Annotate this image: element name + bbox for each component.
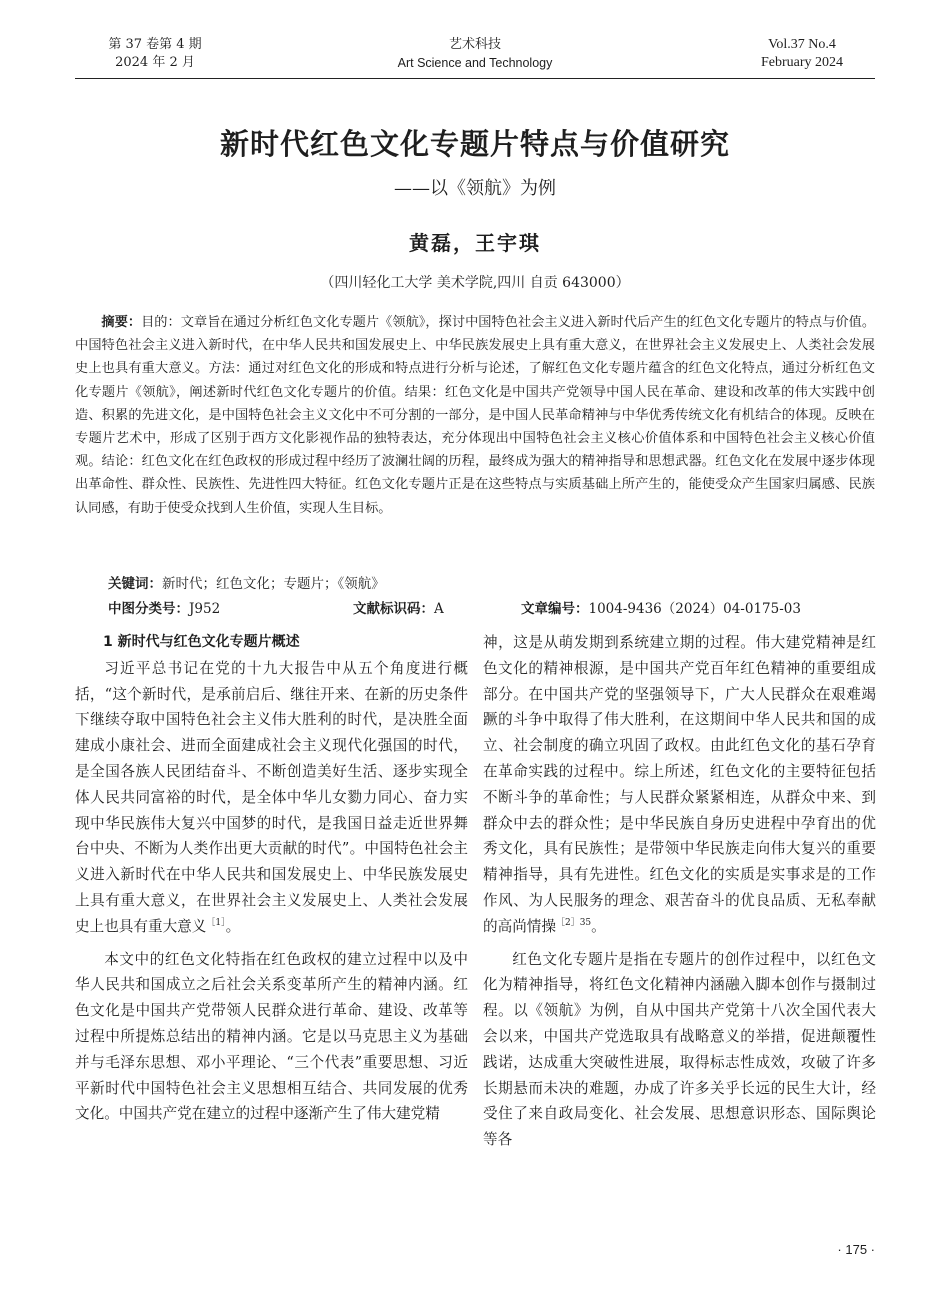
paragraph-continued	[483, 630, 876, 940]
paragraph-end: 。	[225, 917, 241, 935]
body-column-right	[483, 630, 876, 1153]
paragraph-text: 习近平总书记在党的十九大报告中从五个角度进行概括，“这个新时代，是承前启后、继往开来、在新的历史条件下继续夺取中国特色社会主义伟大胜利的时代，是决胜全面建成小康社会、进而全面建成社会主义现代化强国的时代，是全国各族人民团结奋斗、不断创造美好生活、逐步实现全体人民共同富裕的时代，是全体中华儿女勠力同心、奋力实现中华民族伟大复兴中国梦的时代，是我国日益走近世界舞台中央、不断为人类作出更大贡献的时代”。中国特色社会主义进入新时代在中华人民共和国发展史上、中华民族发展史上具有重大意义，在世界社会主义发展史上、人类社会发展史上也具有重大意义	[75, 659, 468, 935]
journal-name-cn: 艺术科技	[448, 37, 501, 52]
paragraph-text: 神，这是从萌发期到系统建立期的过程。伟大建党精神是红色文化的精神根源，是中国共产党百年红色精神的重要组成部分。在中国共产党的坚强领导下，广大人民群众在艰难竭蹶的斗争中取得了伟大胜利，在这期间中华人民共和国的成立、社会制度的确立巩固了政权。由此红色文化的基石孕育在革命实践的过程中。综上所述，红色文化的主要特征包括不断斗争的革命性；与人民群众紧紧相连，从群众中来、到群众中去的群众性；是中华民族自身历史进程中孕育出的优秀文化，具有民族性；是带领中华民族走向伟大复兴的重要精神指导，具有先进性。红色文化的实质是实事求是的工作作风、为人民服务的理念、艰苦奋斗的优良品质、无私奉献的高尚情操	[483, 634, 876, 935]
keywords	[108, 573, 868, 595]
paragraph: 红色文化专题片是指在专题片的创作过程中，以红色文化为精神指导，将红色文化精神内涵融入脚本创作与摄制过程。以《领航》为例，自从中国共产党第十八次全国代表大会以来，中国共产党选取具有战略意义的举措，促进颠覆性践诺，达成重大突破性进展，取得标志性成效，攻破了许多长期悬而未决的难题，办成了许多关乎长远的民生大计，经受住了来自政局变化、社会发展、思想意识形态、国际舆论等各	[483, 950, 876, 1149]
clc-number	[108, 598, 220, 620]
journal-name-en: Art Science and Technology	[397, 56, 553, 70]
page-number: · 175 ·	[837, 1242, 875, 1257]
header-volume-issue: 第 37 卷第 4 期	[108, 37, 202, 52]
article-number-value: 1004-9436（2024）04-0175-03	[588, 601, 801, 617]
keywords-text: 新时代；红色文化；专题片；《领航》	[162, 576, 385, 592]
citation: ［1］	[206, 917, 226, 928]
article-number	[521, 598, 801, 620]
paragraph	[75, 656, 468, 940]
classification-info	[108, 598, 875, 620]
doc-value: A	[434, 601, 444, 617]
section-heading: 1 新时代与红色文化专题片概述	[103, 634, 300, 650]
header-volume-en	[742, 36, 862, 72]
keywords-label: 关键词：	[108, 576, 162, 592]
body-column-left	[75, 630, 468, 1127]
header-date-en: February 2024	[760, 55, 844, 70]
clc-value: J952	[189, 601, 221, 617]
header-volume-cn	[100, 36, 210, 72]
article-number-label: 文章编号：	[521, 601, 589, 617]
clc-label: 中图分类号：	[108, 601, 189, 617]
author-affiliation: （四川轻化工大学 美术学院,四川 自贡 643000）	[320, 275, 630, 291]
header-date-cn: 2024 年 2 月	[115, 55, 195, 70]
citation: ［2］35	[555, 917, 592, 928]
article-title: 新时代红色文化专题片特点与价值研究	[219, 127, 730, 161]
abstract	[75, 311, 875, 520]
article-subtitle: ——以《领航》为例	[394, 178, 556, 199]
header-divider	[75, 78, 875, 79]
header-journal	[380, 36, 570, 72]
paragraph: 本文中的红色文化特指在红色政权的建立过程中以及中华人民共和国成立之后社会关系变革所产生的精神内涵。红色文化是中国共产党带领人民群众进行革命、建设、改革等过程中所提炼总结出的精神内涵。它是以马克思主义为基础并与毛泽东思想、邓小平理论、“三个代表”重要思想、习近平新时代中国特色社会主义思想相互结合、共同发展的优秀文化。中国共产党在建立的过程中逐渐产生了伟大建党精	[75, 950, 468, 1123]
header-volume-issue-en: Vol.37 No.4	[768, 37, 836, 52]
abstract-label: 摘要：	[101, 315, 142, 330]
doc-label: 文献标识码：	[353, 601, 434, 617]
article-authors: 黄磊，王宇琪	[409, 231, 541, 255]
document-code	[353, 598, 444, 620]
abstract-text: 目的：文章旨在通过分析红色文化专题片《领航》，探讨中国特色社会主义进入新时代后产生的红色文化专题片的特点与价值。中国特色社会主义进入新时代，在中华人民共和国发展史上、中华民族发展史上具有重大意义，在世界社会主义发展史上、人类社会发展史上也具有重大意义。方法：通过对红色文化的形成和特点进行分析与论述，了解红色文化专题片蕴含的红色文化特点，通过分析红色文化专题片《领航》，阐述新时代红色文化专题片的价值。结果：红色文化是中国共产党领导中国人民在革命、建设和改革的伟大实践中创造、积累的先进文化，是中国特色社会主义文化中不可分割的一部分，是中国人民革命精神与中华优秀传统文化有机结合的体现。反映在专题片艺术中，形成了区别于西方文化影视作品的独特表达，充分体现出中国特色社会主义核心价值体系和中国特色社会主义核心价值观。结论：红色文化在红色政权的形成过程中经历了波澜壮阔的历程，最终成为强大的精神指导和思想武器。红色文化在发展中逐步体现出革命性、群众性、民族性、先进性四大特征。红色文化专题片正是在这些特点与实质基础上所产生的，能使受众产生国家归属感、民族认同感，有助于使受众找到人生价值，实现人生目标。	[75, 315, 876, 516]
paragraph-end: 。	[591, 917, 606, 935]
